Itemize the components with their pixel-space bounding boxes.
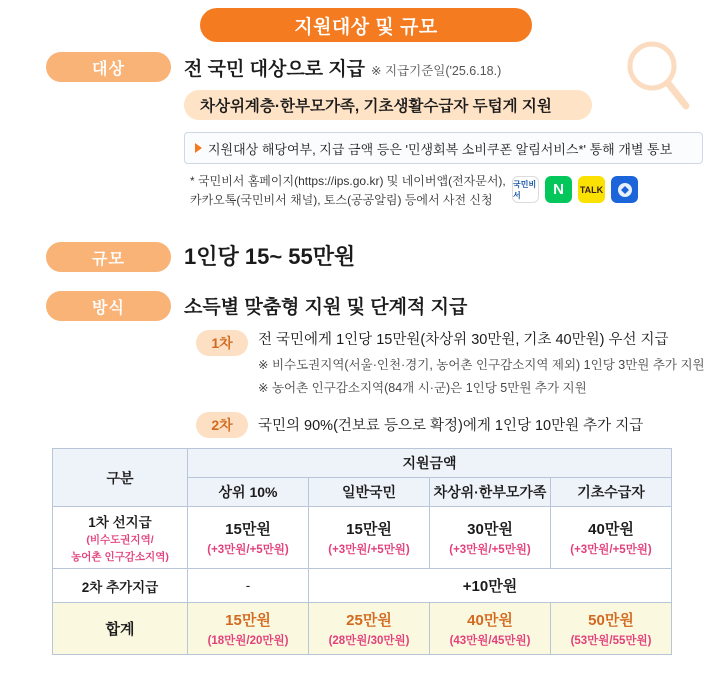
stage-2-body: 국민의 90%(건보료 등으로 확정)에게 1인당 10만원 추가 지급 [258, 418, 644, 434]
cell-total-general-main: 25만원 [346, 612, 392, 629]
target-main-note: ※ 지급기준일('25.6.18.) [371, 64, 502, 78]
row-label-first-payment [53, 507, 188, 569]
label-target [46, 52, 171, 82]
cell-second-top10: - [188, 569, 309, 603]
cell-first-nearpoor [430, 507, 551, 569]
label-method [46, 291, 171, 321]
target-footnote-line1: * 국민비서 홈페이지(https://ips.go.kr) 및 네이버앱(전자문서), [190, 174, 506, 188]
cell-first-basic-main: 40만원 [588, 521, 634, 538]
cell-first-top10-sub: (+3만원/+5만원) [207, 544, 289, 556]
cell-second-rest: +10만원 [309, 569, 672, 603]
stage-1-badge [196, 330, 248, 356]
support-amount-table [52, 448, 672, 655]
naver-badge-icon [545, 176, 572, 203]
cell-first-nearpoor-main: 30만원 [467, 521, 513, 538]
cell-total-top10 [188, 603, 309, 655]
cell-total-general [309, 603, 430, 655]
target-highlight-text: 차상위계층·한부모가족, 기초생활수급자 두텁게 지원 [200, 98, 552, 115]
cell-first-nearpoor-sub: (+3만원/+5만원) [449, 544, 531, 556]
table-col-nearpoor: 차상위·한부모가족 [430, 478, 551, 507]
stage-1-note-2: ※ 농어촌 인구감소지역(84개 시·군)은 1인당 5만원 추가 지원 [258, 381, 587, 396]
page-title-banner [200, 8, 532, 42]
stage-2-badge [196, 412, 248, 438]
method-headline: 소득별 맞춤형 지원 및 단계적 지급 [184, 297, 468, 318]
target-main-line [184, 54, 501, 81]
cell-first-top10-main: 15만원 [225, 521, 271, 538]
app-badge-group [512, 176, 638, 203]
stage-1-text: 전 국민에게 1인당 15만원(차상위 30만원, 기초 40만원) 우선 지급 [258, 332, 669, 348]
gov-badge-icon [512, 176, 539, 203]
search-icon [622, 38, 692, 118]
label-method-text: 방식 [92, 299, 125, 317]
gov-badge-label: 국민비서 [513, 179, 537, 200]
cell-total-top10-sub: (18만원/20만원) [207, 635, 289, 647]
cell-first-general-sub: (+3만원/+5만원) [328, 544, 410, 556]
stage-1-badge-label: 1차 [211, 335, 233, 351]
target-notice-box [184, 132, 703, 164]
target-highlight-band [184, 90, 592, 120]
table-header-divider: 구분 [53, 449, 188, 507]
cell-first-general-main: 15만원 [346, 521, 392, 538]
target-notice-text: 지원대상 해당여부, 지급 금액 등은 '민생회복 소비쿠폰 알림서비스*' 통해 개별 통보 [208, 141, 673, 157]
cell-total-nearpoor [430, 603, 551, 655]
cell-total-nearpoor-sub: (43만원/45만원) [449, 635, 531, 647]
label-scale-text: 규모 [92, 250, 125, 268]
row-label-total: 합계 [53, 603, 188, 655]
table-col-basic: 기초수급자 [551, 478, 672, 507]
scale-amount-text: 1인당 15~ 55만원 [184, 244, 356, 269]
toss-glyph-icon [617, 182, 633, 198]
cell-first-basic-sub: (+3만원/+5만원) [570, 544, 652, 556]
cell-total-general-sub: (28만원/30만원) [328, 635, 410, 647]
table-col-top10: 상위 10% [188, 478, 309, 507]
naver-badge-label: N [553, 181, 564, 198]
stage-2-badge-label: 2차 [211, 417, 233, 433]
table-row [53, 603, 672, 655]
page-title: 지원대상 및 규모 [294, 16, 438, 38]
target-footnote-line2: 카카오톡(국민비서 채널), 토스(공공알림) 등에서 사전 신청 [190, 192, 493, 207]
table-header-group: 지원금액 [188, 449, 672, 478]
cell-total-basic [551, 603, 672, 655]
cell-total-top10-main: 15만원 [225, 612, 271, 629]
target-footnote [190, 172, 550, 209]
toss-badge-icon [611, 176, 638, 203]
label-scale [46, 242, 171, 272]
row-label-first-payment-text: 1차 선지급 [88, 515, 152, 531]
cell-first-general [309, 507, 430, 569]
cell-total-basic-main: 50만원 [588, 612, 634, 629]
table-row [53, 569, 672, 603]
row-label-first-payment-sub2: 농어촌 인구감소지역) [71, 550, 169, 563]
row-label-second-payment: 2차 추가지급 [53, 569, 188, 603]
support-amount-table-wrap [52, 448, 672, 655]
kakaotalk-badge-label: TALK [579, 184, 604, 195]
table-header-row-1 [53, 449, 672, 478]
cell-first-basic [551, 507, 672, 569]
target-main-text: 전 국민 대상으로 지급 [184, 59, 366, 80]
triangle-bullet-icon [195, 143, 202, 153]
row-label-first-payment-sub1: (비수도권지역/ [86, 534, 154, 547]
cell-total-basic-sub: (53만원/55만원) [570, 635, 652, 647]
label-target-text: 대상 [92, 60, 125, 78]
stage-1-note-1: ※ 비수도권지역(서울·인천·경기, 농어촌 인구감소지역 제외) 1인당 3만원 추가 지원 [258, 358, 705, 373]
cell-total-nearpoor-main: 40만원 [467, 612, 513, 629]
table-col-general: 일반국민 [309, 478, 430, 507]
table-row [53, 507, 672, 569]
kakaotalk-badge-icon [578, 176, 605, 203]
stage-1-body [258, 330, 708, 397]
cell-first-top10 [188, 507, 309, 569]
